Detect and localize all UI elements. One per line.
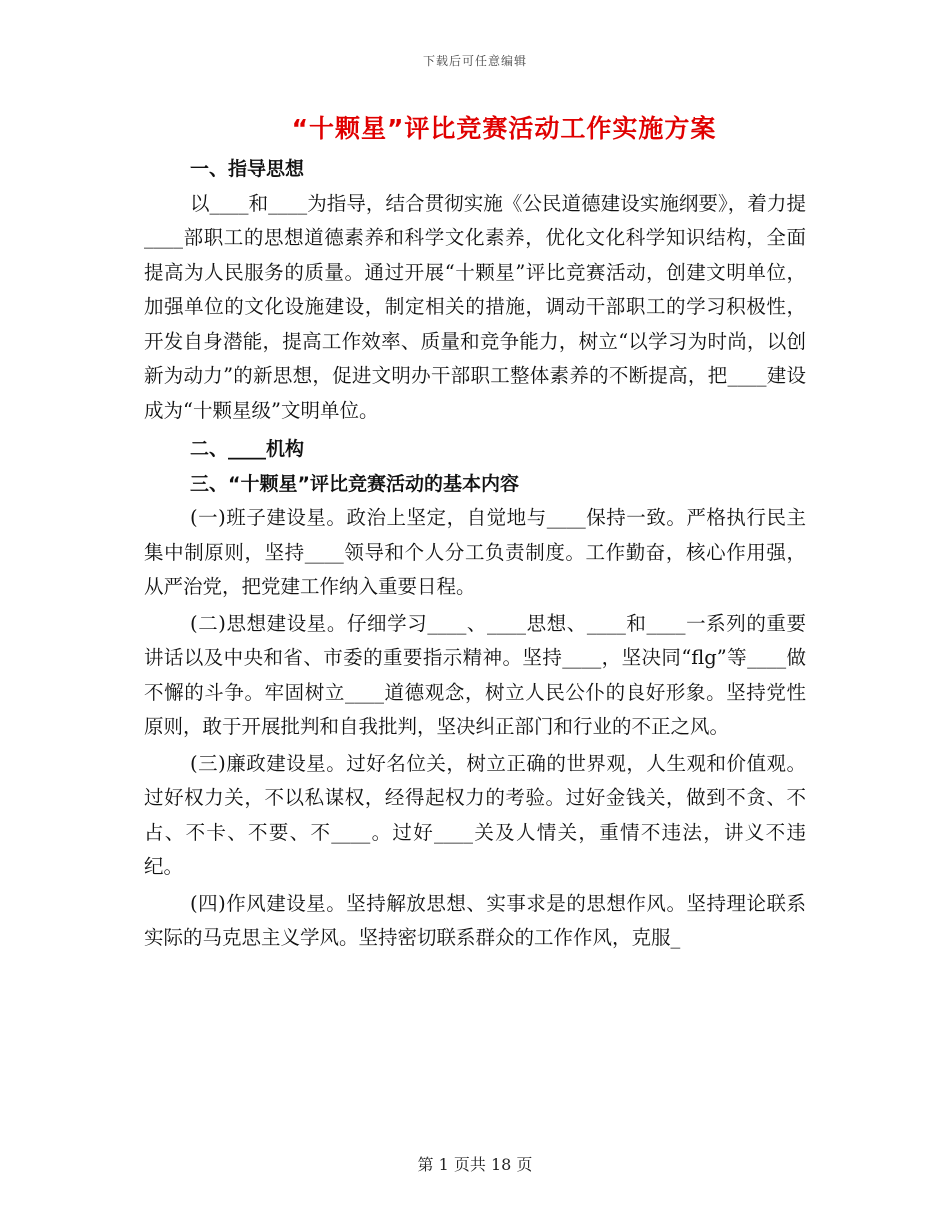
paragraph-leadership-star: (一)班子建设星。政治上坚定，自觉地与____保持一致。严格执行民主集中制原则，坚持____领导和个人分工负责制度。工作勤奋，核心作用强，从严治党，把党建工作纳入重要日程。 xyxy=(144,506,806,598)
section-heading-guiding-ideology: 一、指导思想 xyxy=(190,158,305,180)
paragraph-style-star: (四)作风建设星。坚持解放思想、实事求是的思想作风。坚持理论联系实际的马克思主义学风。坚持密切联系群众的工作作风，克服_ xyxy=(144,891,806,949)
document-title: “十颗星”评比竞赛活动工作实施方案 xyxy=(291,114,717,143)
paragraph-integrity-star: (三)廉政建设星。过好名位关，树立正确的世界观，人生观和价值观。过好权力关，不以私谋权，经得起权力的考验。过好金钱关，做到不贪、不占、不卡、不要、不____。过好____关及人情关，重情不违法，讲义不违纪。 xyxy=(144,751,806,878)
section-heading-basic-content: 三、“十颗星”评比竞赛活动的基本内容 xyxy=(190,472,519,495)
section-heading-organization: 二、____机构 xyxy=(190,438,305,460)
page-footer: 第 1 页共 18 页 xyxy=(417,1155,533,1174)
document-body xyxy=(144,152,806,956)
paragraph-ideology-star: (二)思想建设星。仔细学习____、____思想、____和____一系列的重要讲话以及中央和省、市委的重要指示精神。坚持____，坚决同“flg”等____做不懈的斗争。牢固树立____道德观念，树立人民公仆的良好形象。坚持党性原则，敢于开展批判和自我批判，坚决纠正部门和行业的不正之风。 xyxy=(144,611,806,738)
paragraph-guiding-ideology: 以____和____为指导，结合贯彻实施《公民道德建设实施纲要》，着力提____部职工的思想道德素养和科学文化素养，优化文化科学知识结构，全面提高为人民服务的质量。通过开展“十颗星”评比竞赛活动，创建文明单位，加强单位的文化设施建设，制定相关的措施，调动干部职工的学习积极性，开发自身潜能，提高工作效率、质量和竞争能力，树立“以学习为时尚，以创新为动力”的新思想，促进文明办干部职工整体素养的不断提高，把____建设成为“十颗星级”文明单位。 xyxy=(144,191,806,422)
page-header: 下载后可任意编辑 xyxy=(422,54,527,68)
